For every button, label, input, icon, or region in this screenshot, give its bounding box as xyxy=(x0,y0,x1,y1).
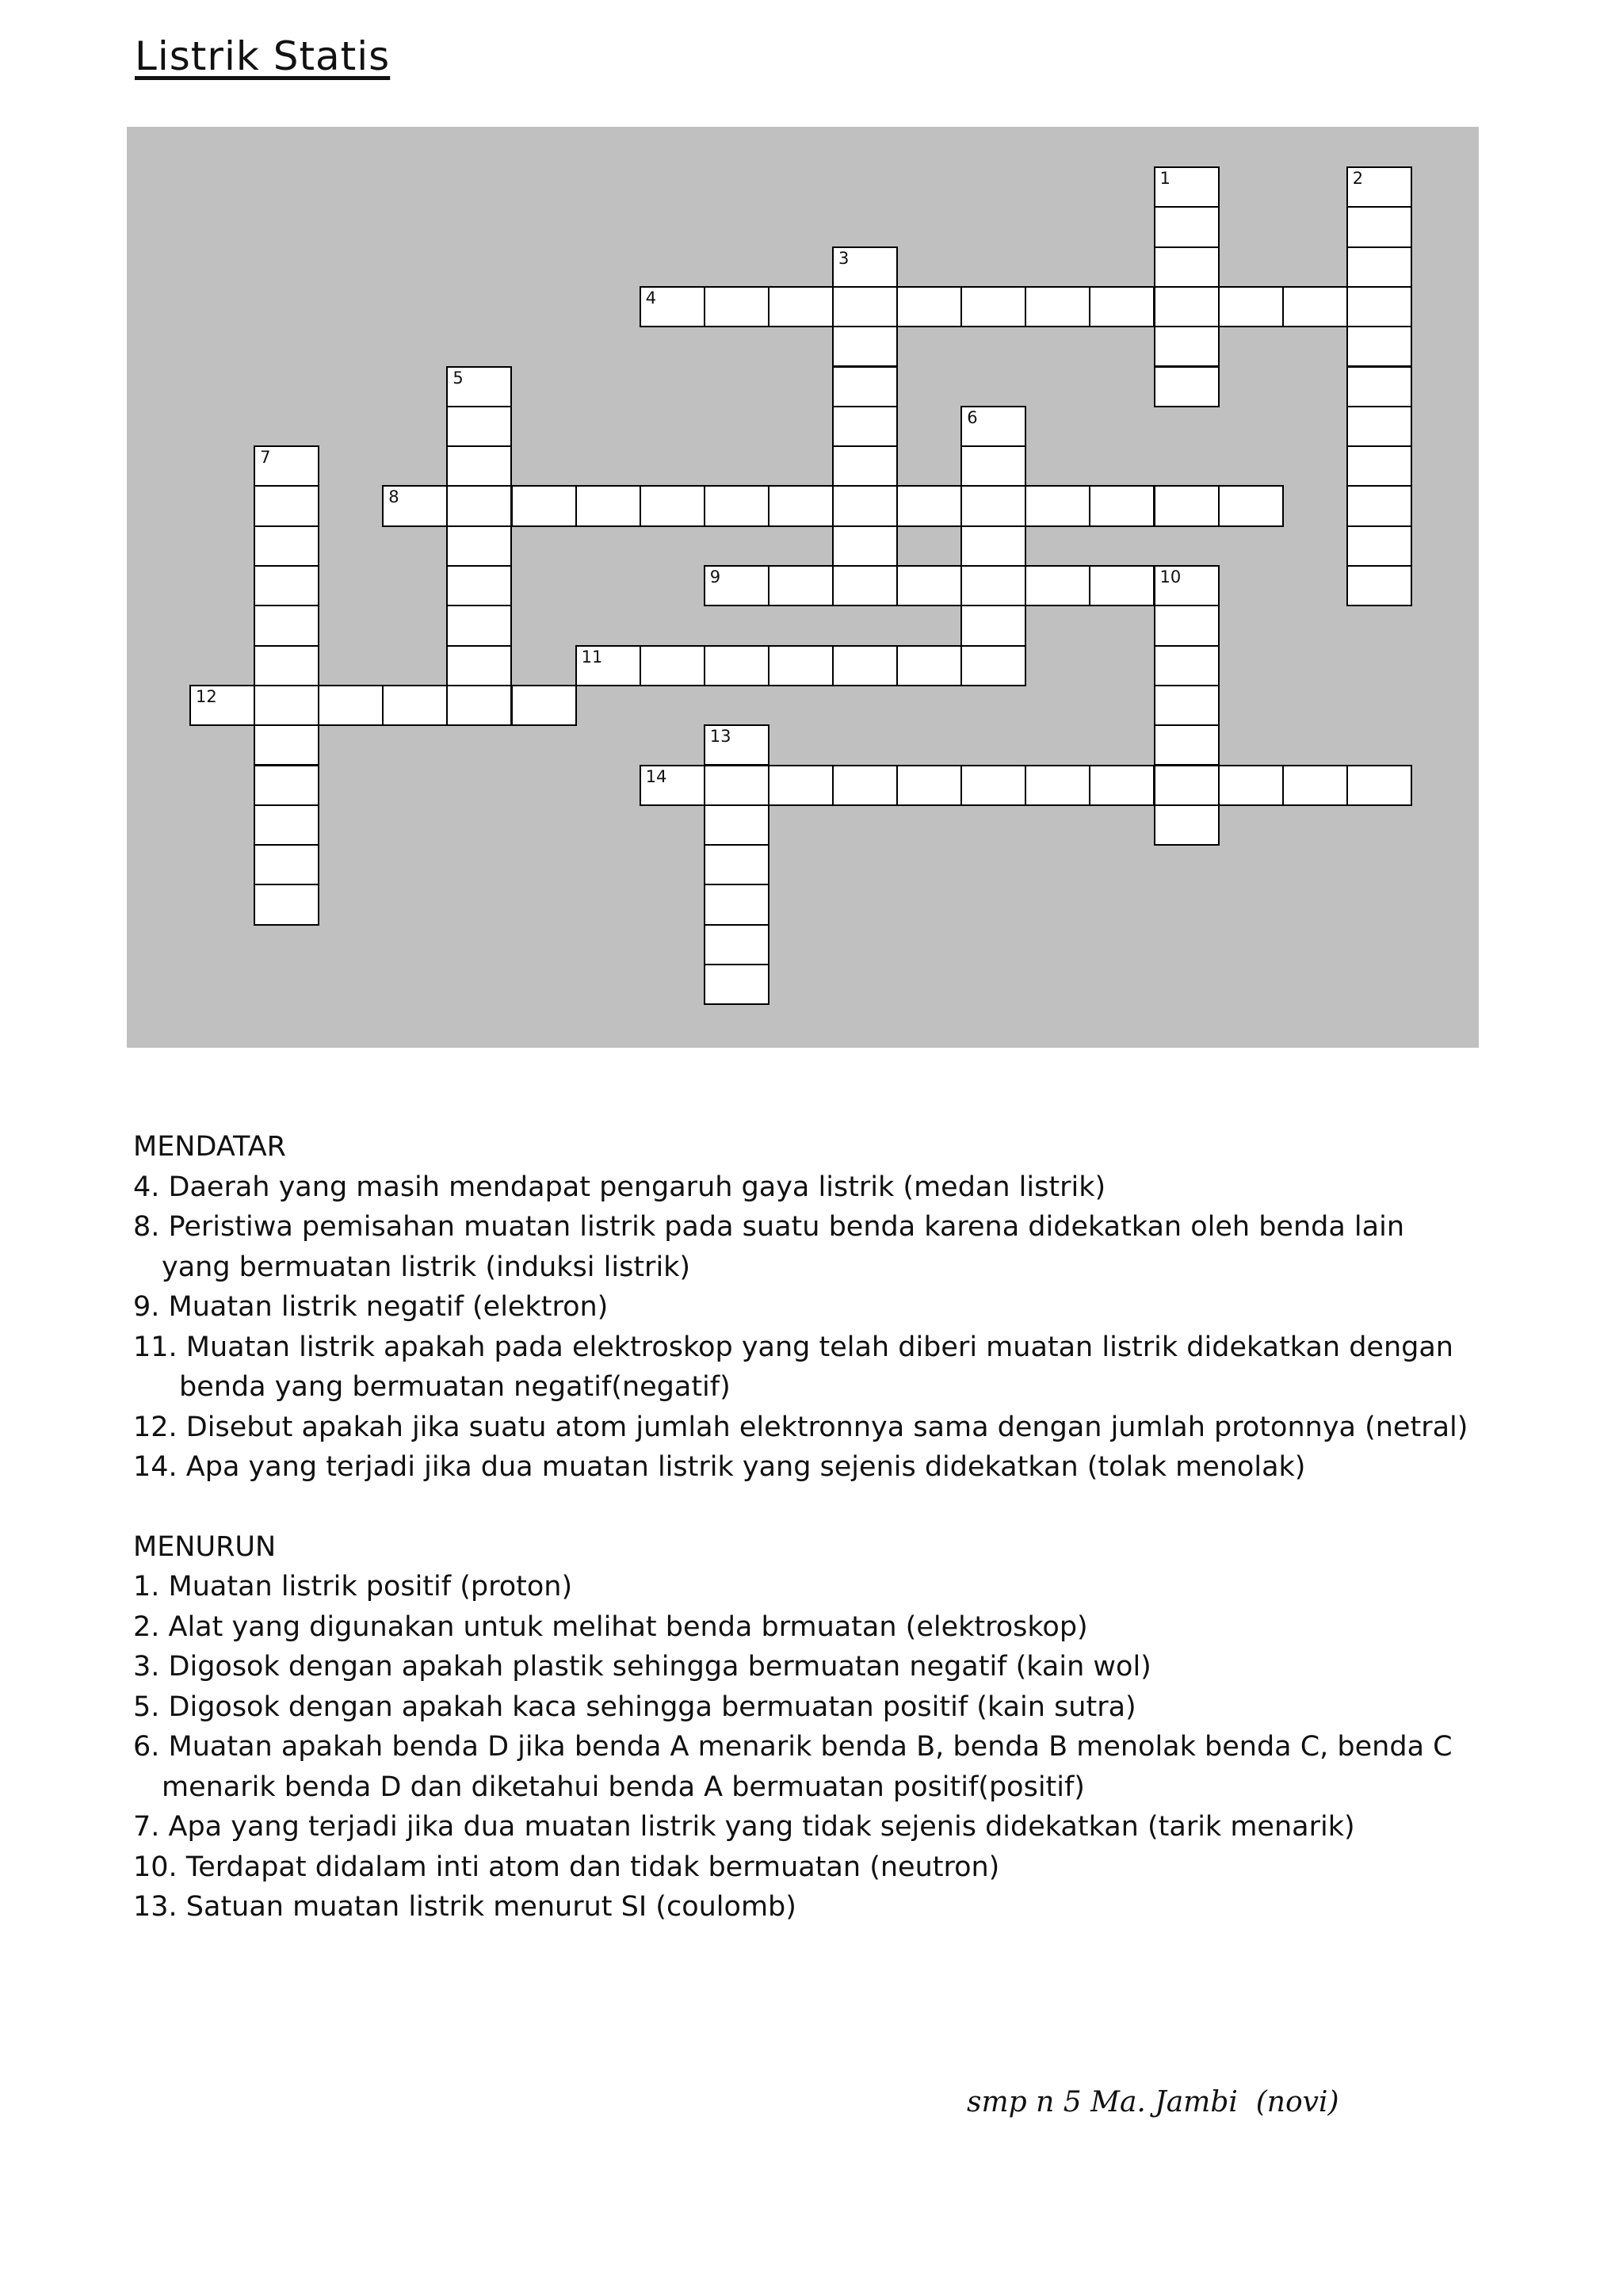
grid-cell[interactable] xyxy=(446,685,512,726)
grid-cell[interactable] xyxy=(382,485,448,526)
grid-cell[interactable] xyxy=(446,605,512,646)
grid-cell[interactable] xyxy=(832,445,898,487)
grid-cell[interactable] xyxy=(960,645,1026,686)
grid-cell[interactable] xyxy=(704,645,769,686)
clue-list xyxy=(133,1127,1468,1927)
clue-text: 8. Peristiwa pemisahan muatan listrik pada suatu benda karena didekatkan oleh benda lain xyxy=(133,1211,1405,1243)
clue-number: 11 xyxy=(581,647,603,667)
grid-cell[interactable] xyxy=(896,765,962,806)
grid-cell[interactable] xyxy=(1025,765,1090,806)
grid-cell[interactable] xyxy=(446,366,512,407)
clue-number: 5 xyxy=(453,368,464,388)
down-clues xyxy=(133,1567,1468,1927)
grid-cell[interactable] xyxy=(704,804,769,846)
grid-cell[interactable] xyxy=(1346,206,1412,247)
clue-number: 14 xyxy=(645,766,667,786)
grid-cell[interactable] xyxy=(1154,246,1220,288)
grid-cell[interactable] xyxy=(896,286,962,327)
grid-cell[interactable] xyxy=(1154,286,1220,327)
grid-cell[interactable] xyxy=(704,286,769,327)
grid-cell[interactable] xyxy=(960,445,1026,487)
grid-cell[interactable] xyxy=(1346,366,1412,407)
grid-cell[interactable] xyxy=(640,485,705,526)
clue-number: 9 xyxy=(709,567,721,586)
grid-cell[interactable] xyxy=(446,645,512,686)
clue-continuation: yang bermuatan listrik (induksi listrik) xyxy=(162,1251,691,1283)
grid-cell[interactable] xyxy=(254,645,319,686)
grid-cell[interactable] xyxy=(446,485,512,526)
grid-cell[interactable] xyxy=(1346,445,1412,487)
grid-cell[interactable] xyxy=(1089,565,1155,606)
clue-text: 3. Digosok dengan apakah plastik sehingga bermuatan negatif (kain wol) xyxy=(133,1651,1151,1683)
grid-cell[interactable] xyxy=(1089,485,1155,526)
grid-cell[interactable] xyxy=(704,964,769,1005)
grid-cell[interactable] xyxy=(1282,765,1348,806)
clue-text: 11. Muatan listrik apakah pada elektroskop yang telah diberi muatan listrik didekatkan dengan xyxy=(133,1331,1453,1363)
grid-cell[interactable] xyxy=(704,565,769,606)
grid-cell[interactable] xyxy=(640,645,705,686)
grid-cell[interactable] xyxy=(1154,724,1220,766)
down-heading: MENURUN xyxy=(133,1530,277,1563)
clue-text: 6. Muatan apakah benda D jika benda A menarik benda B, benda B menolak benda C, benda C xyxy=(133,1731,1453,1763)
grid-cell[interactable] xyxy=(832,485,898,526)
grid-cell[interactable] xyxy=(446,445,512,487)
grid-cell[interactable] xyxy=(896,645,962,686)
grid-cell[interactable] xyxy=(960,406,1026,447)
grid-cell[interactable] xyxy=(1218,286,1284,327)
grid-cell[interactable] xyxy=(832,246,898,288)
clue-number: 10 xyxy=(1159,567,1182,586)
grid-cell[interactable] xyxy=(896,565,962,606)
grid-cell[interactable] xyxy=(1346,406,1412,447)
grid-cell[interactable] xyxy=(446,525,512,567)
grid-cell[interactable] xyxy=(254,605,319,646)
grid-cell[interactable] xyxy=(1346,286,1412,327)
grid-cell[interactable] xyxy=(960,605,1026,646)
grid-cell[interactable] xyxy=(832,326,898,367)
grid-cell[interactable] xyxy=(1154,645,1220,686)
grid-cell[interactable] xyxy=(1025,485,1090,526)
grid-cell[interactable] xyxy=(768,565,834,606)
grid-cell[interactable] xyxy=(189,685,255,726)
grid-cell[interactable] xyxy=(704,724,769,766)
grid-cell[interactable] xyxy=(896,485,962,526)
grid-cell[interactable] xyxy=(1154,685,1220,726)
grid-cell[interactable] xyxy=(1154,765,1220,806)
grid-cell[interactable] xyxy=(704,884,769,925)
grid-cell[interactable] xyxy=(1154,565,1220,606)
clue-number: 7 xyxy=(260,448,271,468)
crossword-grid xyxy=(127,127,1479,1048)
clue-text: 9. Muatan listrik negatif (elektron) xyxy=(133,1291,609,1323)
grid-cell[interactable] xyxy=(446,406,512,447)
grid-cell[interactable] xyxy=(1346,166,1412,208)
grid-cell[interactable] xyxy=(1346,326,1412,367)
grid-cell[interactable] xyxy=(1154,206,1220,247)
grid-cell[interactable] xyxy=(768,645,834,686)
clue-text: 1. Muatan listrik positif (proton) xyxy=(133,1571,573,1603)
across-heading: MENDATAR xyxy=(133,1131,286,1163)
clue-number: 8 xyxy=(388,487,399,507)
grid-cell[interactable] xyxy=(768,765,834,806)
grid-cell[interactable] xyxy=(640,765,705,806)
across-clues xyxy=(133,1167,1468,1488)
grid-cell[interactable] xyxy=(254,884,319,925)
clue-text: 5. Digosok dengan apakah kaca sehingga bermuatan positif (kain sutra) xyxy=(133,1690,1136,1723)
grid-cell[interactable] xyxy=(254,565,319,606)
clue-number: 2 xyxy=(1352,169,1364,188)
grid-cell[interactable] xyxy=(640,286,705,327)
grid-cell[interactable] xyxy=(511,685,577,726)
grid-cell[interactable] xyxy=(960,765,1026,806)
grid-cell[interactable] xyxy=(704,844,769,885)
clue-number: 3 xyxy=(838,248,850,268)
grid-cell[interactable] xyxy=(768,485,834,526)
grid-cell[interactable] xyxy=(832,525,898,567)
grid-cell[interactable] xyxy=(832,406,898,447)
grid-cell[interactable] xyxy=(254,445,319,487)
grid-cell[interactable] xyxy=(832,645,898,686)
clue-text: 12. Disebut apakah jika suatu atom jumlah elektronnya sama dengan jumlah protonnya (netral) xyxy=(133,1411,1468,1443)
clue-text: 7. Apa yang terjadi jika dua muatan listrik yang tidak sejenis didekatkan (tarik menarik) xyxy=(133,1811,1355,1843)
clue-number: 1 xyxy=(1159,169,1170,188)
clue-number: 4 xyxy=(645,288,657,308)
clue-text: 10. Terdapat didalam inti atom dan tidak bermuatan (neutron) xyxy=(133,1851,1000,1883)
clue-text: 4. Daerah yang masih mendapat pengaruh gaya listrik (medan listrik) xyxy=(133,1171,1106,1203)
author-credit: smp n 5 Ma. Jambi (novi) xyxy=(967,2086,1339,2118)
grid-cell[interactable] xyxy=(960,525,1026,567)
grid-cell[interactable] xyxy=(960,286,1026,327)
grid-cell[interactable] xyxy=(704,765,769,806)
grid-cell[interactable] xyxy=(1154,485,1220,526)
grid-cell[interactable] xyxy=(1154,605,1220,646)
clue-text: 13. Satuan muatan listrik menurut SI (coulomb) xyxy=(133,1891,796,1923)
grid-cell[interactable] xyxy=(575,645,641,686)
clue-continuation: benda yang bermuatan negatif(negatif) xyxy=(179,1371,731,1403)
grid-cell[interactable] xyxy=(254,724,319,766)
grid-cell[interactable] xyxy=(1218,765,1284,806)
grid-cell[interactable] xyxy=(254,485,319,526)
grid-cell[interactable] xyxy=(1154,366,1220,407)
grid-cell[interactable] xyxy=(1346,246,1412,288)
clue-number: 13 xyxy=(709,727,731,747)
clue-number: 12 xyxy=(196,686,217,706)
grid-cell[interactable] xyxy=(768,286,834,327)
grid-cell[interactable] xyxy=(832,765,898,806)
grid-cell[interactable] xyxy=(960,565,1026,606)
grid-cell[interactable] xyxy=(254,685,319,726)
grid-cell[interactable] xyxy=(704,485,769,526)
grid-cell[interactable] xyxy=(254,765,319,806)
grid-cell[interactable] xyxy=(832,565,898,606)
clue-text: 14. Apa yang terjadi jika dua muatan listrik yang sejenis didekatkan (tolak menolak) xyxy=(133,1451,1306,1483)
grid-cell[interactable] xyxy=(1346,485,1412,526)
grid-cell[interactable] xyxy=(254,804,319,846)
grid-cell[interactable] xyxy=(832,366,898,407)
grid-cell[interactable] xyxy=(254,525,319,567)
grid-cell[interactable] xyxy=(1025,565,1090,606)
grid-cell[interactable] xyxy=(1154,804,1220,846)
grid-cell[interactable] xyxy=(1346,525,1412,567)
grid-cell[interactable] xyxy=(1282,286,1348,327)
grid-cell[interactable] xyxy=(1218,485,1284,526)
clue-text: 2. Alat yang digunakan untuk melihat benda brmuatan (elektroskop) xyxy=(133,1610,1088,1643)
page-title: Listrik Statis xyxy=(135,33,391,79)
grid-cell[interactable] xyxy=(704,924,769,965)
clue-number: 6 xyxy=(967,407,978,427)
grid-cell[interactable] xyxy=(1025,286,1090,327)
grid-cell[interactable] xyxy=(575,485,641,526)
grid-cell[interactable] xyxy=(446,565,512,606)
grid-cell[interactable] xyxy=(318,685,384,726)
grid-cell[interactable] xyxy=(1154,326,1220,367)
grid-cell[interactable] xyxy=(1346,765,1412,806)
clue-continuation: menarik benda D dan diketahui benda A bermuatan positif(positif) xyxy=(162,1771,1085,1803)
grid-cell[interactable] xyxy=(1154,166,1220,208)
grid-cell[interactable] xyxy=(511,485,577,526)
grid-cell[interactable] xyxy=(832,286,898,327)
grid-cell[interactable] xyxy=(1346,565,1412,606)
grid-cell[interactable] xyxy=(1089,765,1155,806)
grid-cell[interactable] xyxy=(960,485,1026,526)
grid-cell[interactable] xyxy=(254,844,319,885)
grid-cell[interactable] xyxy=(382,685,448,726)
grid-cell[interactable] xyxy=(1089,286,1155,327)
